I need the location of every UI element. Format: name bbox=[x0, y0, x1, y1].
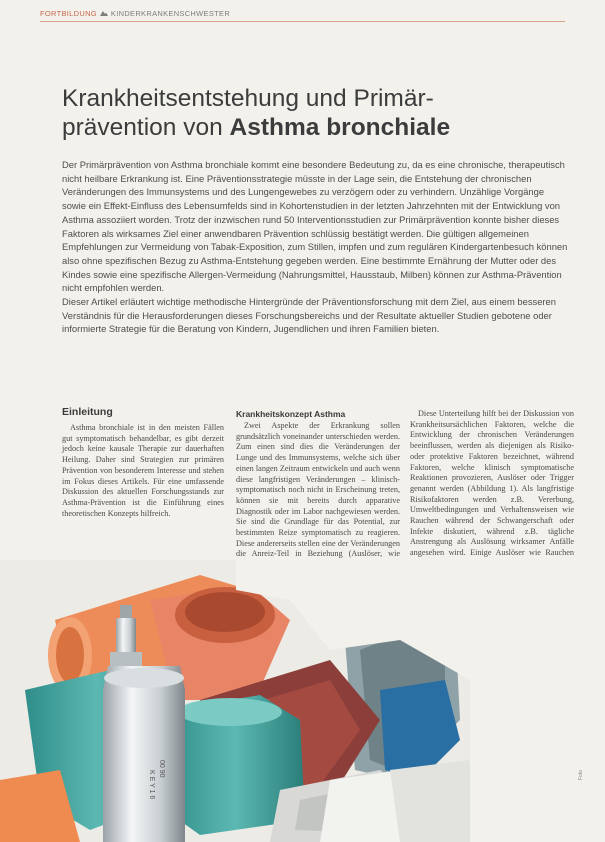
svg-text:00 90: 00 90 bbox=[158, 760, 165, 778]
title-line-2: prävention von bbox=[62, 114, 230, 141]
title-line-2-bold: Asthma bronchiale bbox=[229, 114, 451, 141]
article-lead bbox=[62, 158, 570, 336]
header-section: FORTBILDUNG bbox=[40, 9, 97, 18]
photo-credit: Foto bbox=[578, 770, 584, 781]
running-header bbox=[40, 9, 230, 18]
header-subsection: KINDERKRANKENSCHWESTER bbox=[110, 9, 231, 18]
inhalers-photo bbox=[0, 560, 605, 842]
title-line-1: Krankheitsentstehung und Primär- bbox=[62, 85, 434, 112]
column-3-paragraph-1: Diese Unterteilung hilft bei der Diskussion von Krankheitsursächlichen Faktoren, welche die Entwicklung der chronischen Veränderungen beeinflussen, werden als diejenigen als Risiko- oder protektive Faktoren bezeichnet, während Faktoren, welche klinisch symptomatische Reaktionen provozieren, Auslöser oder Trigger genannt werden (Abbildung 1). Als langfristige Risikofaktoren werden z.B. Vererbung, Umweltbedingungen und Verhaltensweisen wie Rauchen während der Schwangerschaft oder Infekte diskutiert, während z.B. tägliche Anstrengung als Auslösung wirksamer Anfälle angesehen wird. Einige Auslöser wie Rauchen bbox=[410, 409, 574, 558]
section-heading-einleitung: Einleitung bbox=[62, 406, 113, 418]
svg-text:K E Y 1 6: K E Y 1 6 bbox=[148, 770, 155, 800]
krankheitskonzept-paragraph: Zwei Aspekte der Erkrankung sollen grundsätzlich voneinander unterschieden werden. Zum einen sind dies die Veränderungen der Lunge und des Immunsystems, welche sich über einen langen Zeitraum entwickeln und auch wenn diese langfristigen Veränderungen – klinisch-symptomatisch noch nicht in Erscheinung treten, können sie mit bereits durch apparative Diagnostik oder im Labor nachgewiesen werden. Sie sind die Grundlage für das Potential, zur bestimmten Reize symptomatisch zu reagieren. Diese andererseits stellen eine der Veränderungen die Anreiz-Teil in Beziehung (Auslöser, wie bbox=[236, 421, 400, 559]
section-heading-krankheitskonzept: Krankheitskonzept Asthma bbox=[236, 409, 346, 419]
lead-paragraph: Der Primärprävention von Asthma bronchiale kommt eine besondere Bedeutung zu, da es eine chronische, therapeutisch nicht heilbare Erkrankung ist. Eine Präventionsstrategie müsste in der Lage sein, die Entstehung der chronischen Veränderungen des Immunsystems und des Lungengewebes zu verzögern oder zu verhindern. Unzählige Vorgänge sowie ein Effekt-Einfluss des Lebensumfelds sind in Kohortenstudien in der letzten Jahrzehnten mit der Entwicklung von Asthma assoziiert worden. Trotz der inzwischen rund 50 Interventionsstudien zur Primärprävention konnte bisher dieses Faktoren als wirksames Ziel einer anwendbaren Prävention schlüssig bestätigt werden. Die gültigen allgemeinen Empfehlungen zur Vermeidung von Tabak-Exposition, zum Stillen, impfen und zum regulären Kindergartenbesuch können also ohne spezifischen Bezug zu Asthma-Entstehung gegeben werden. Eine bestimmte Ernährung der Mutter oder des Kindes sowie eine spezifische Allergen-Vermeidung (Nahrungsmittel, Hausstaub, Milben) können zur Asthma-Prävention nicht empfohlen werden. bbox=[62, 159, 568, 294]
mountain-icon bbox=[100, 10, 108, 16]
lead-paragraph: Dieser Artikel erläutert wichtige methodische Hintergründe der Präventionsforschung mit dem Ziel, aus einem besseren Verständnis für die Herausforderungen dieses Forschungsbereichs und der Resultate aktueller Studien gebotene oder informierte Strategie für die Beratung von Kindern, Jugendlichen und ihren Familien bieten. bbox=[62, 296, 556, 335]
einleitung-paragraph: Asthma bronchiale ist in den meisten Fällen gut symptomatisch behandelbar, es gibt derzeit jedoch keine kausale Therapie zur dauerhaften Heilung. Daher sind Strategien zur primären Prävention von besonderem Interesse und stehen im Fokus dieses Artikels. Für eine umfassende Diskussion des aktuellen Forschungsstands zur Asthma-Prävention ist die Einführung eines theoretischen Konzepts hilfreich. bbox=[62, 423, 224, 518]
header-rule bbox=[40, 21, 565, 22]
article-title bbox=[62, 84, 562, 142]
column-1-text bbox=[62, 423, 224, 519]
